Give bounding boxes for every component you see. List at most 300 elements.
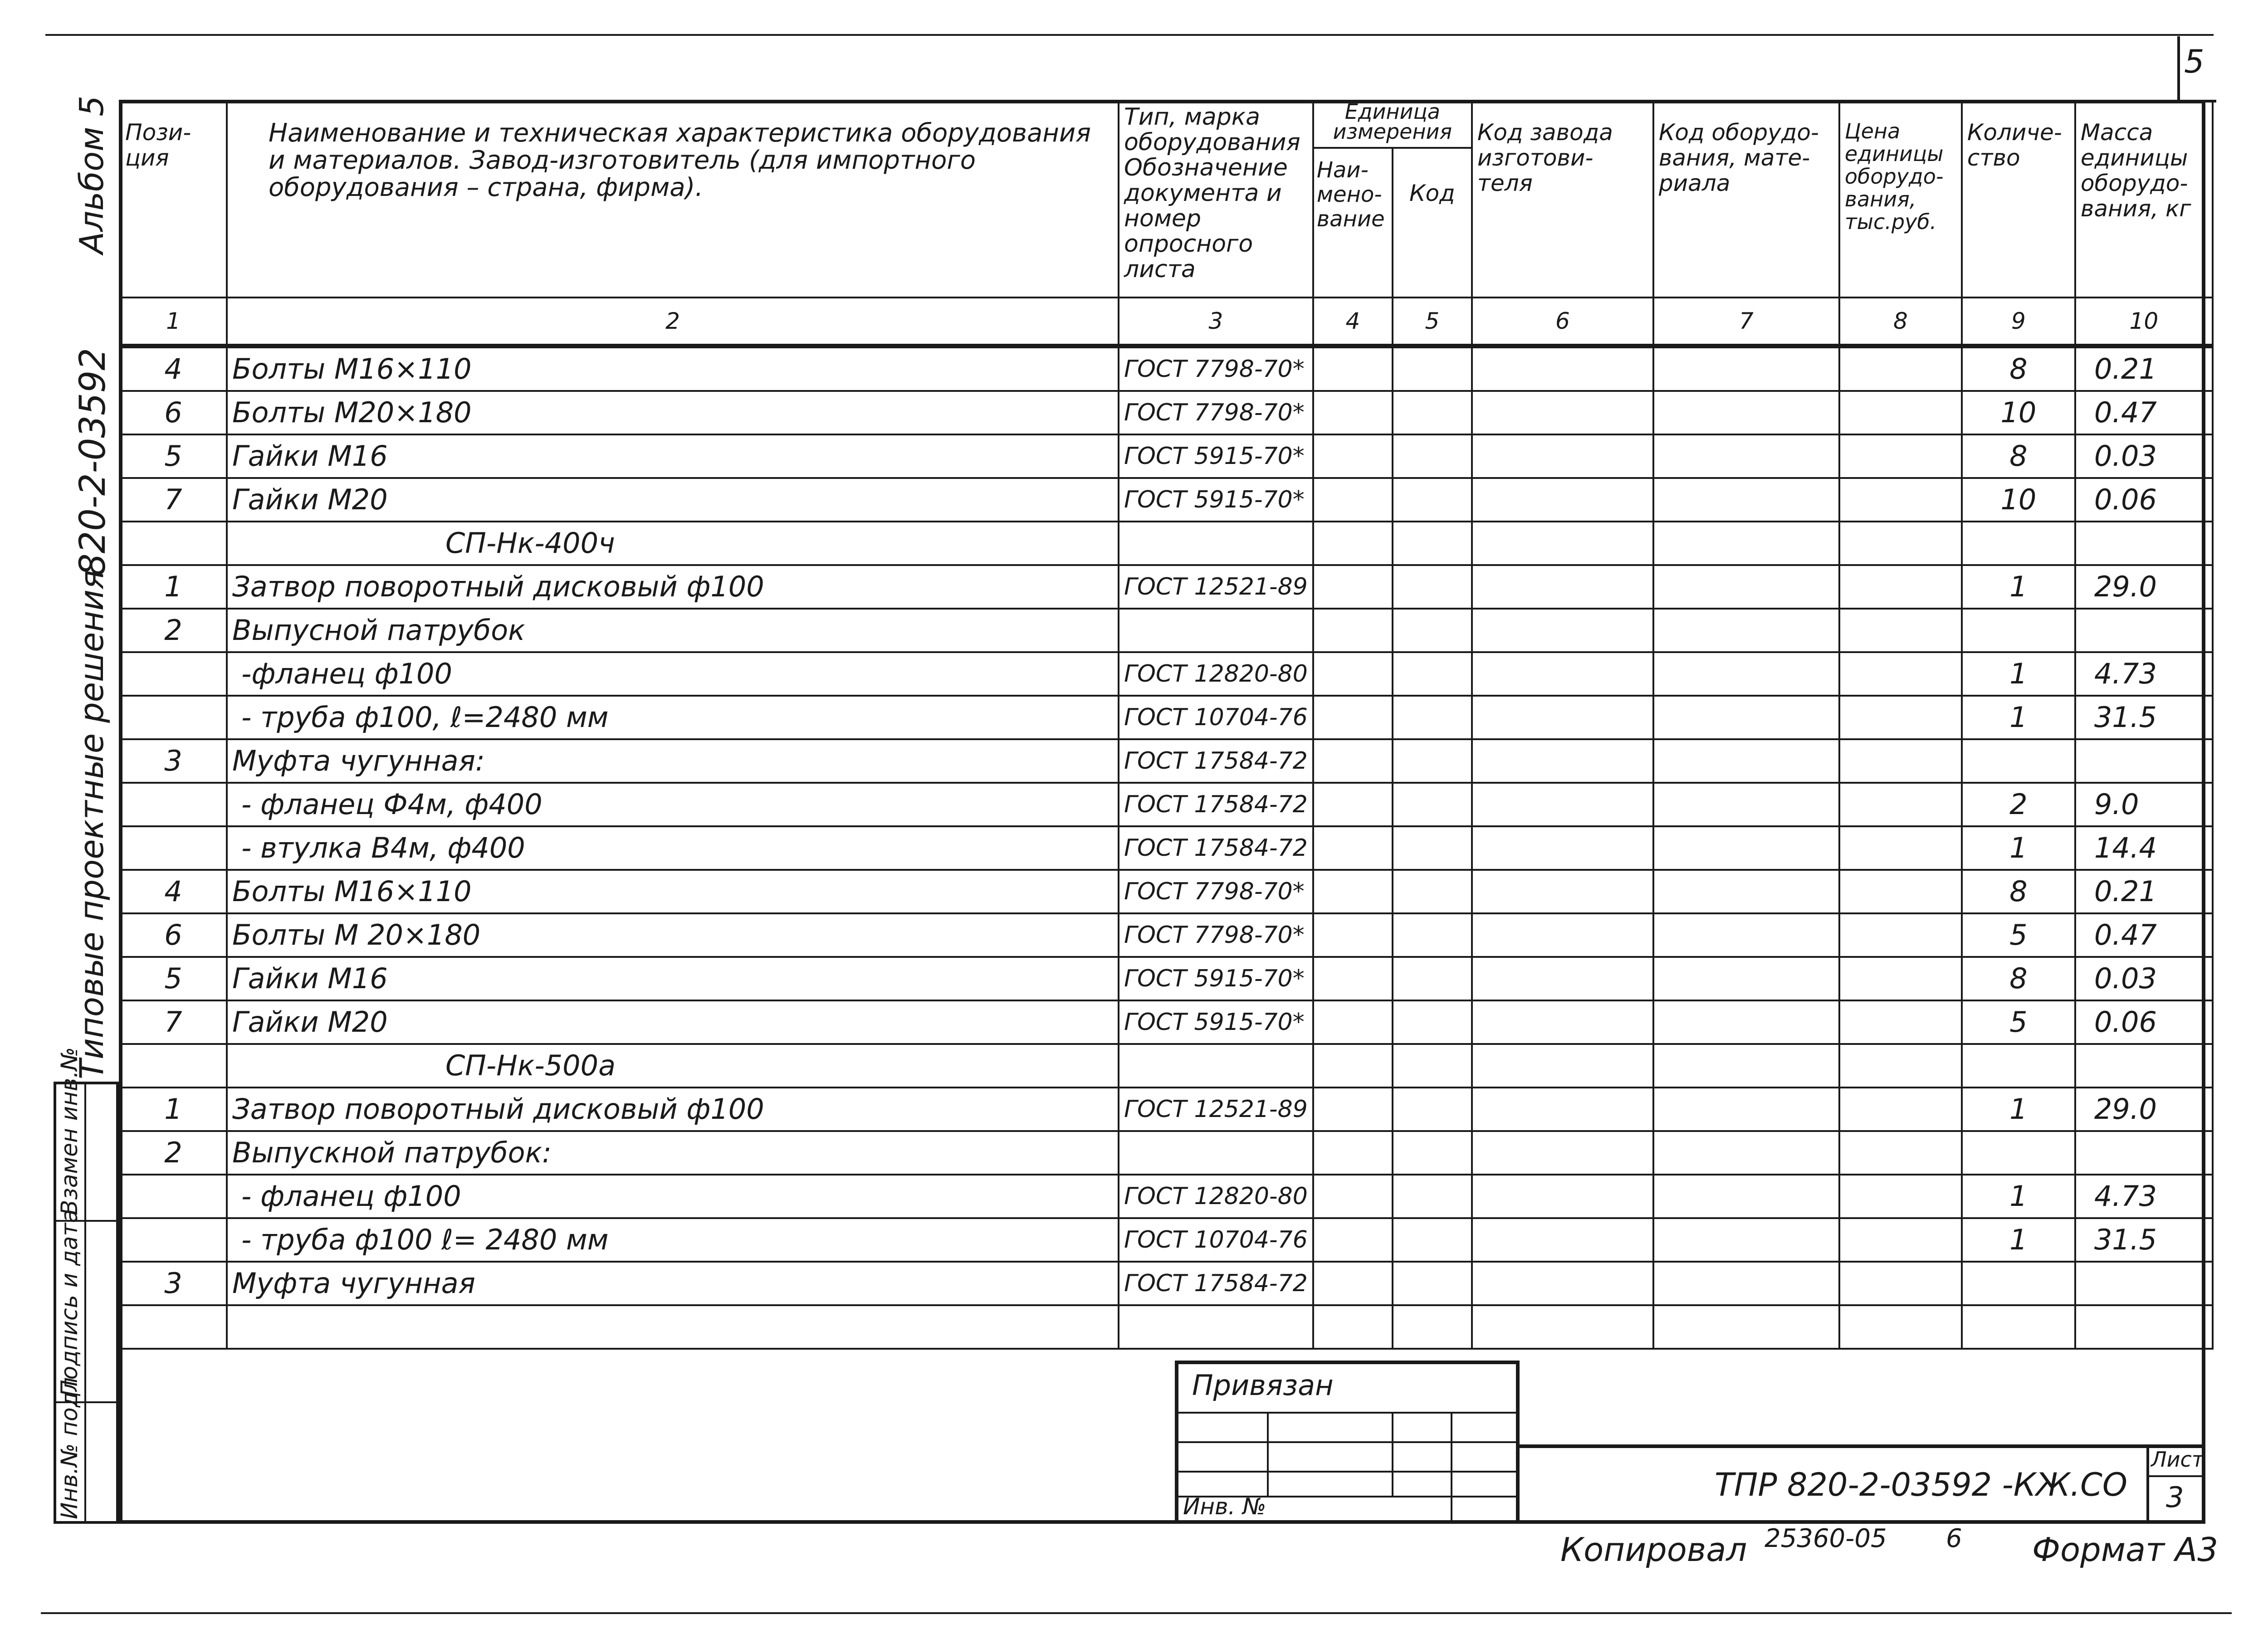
- row-factory-code: [1472, 1044, 1653, 1088]
- row-unit-name: [1313, 1218, 1393, 1262]
- table-row: [120, 957, 2213, 1000]
- row-mass: 0.06: [2075, 478, 2213, 522]
- row-position: 4: [120, 870, 227, 913]
- row-document: [1119, 609, 1313, 652]
- row-mass: 0.06: [2075, 1000, 2213, 1044]
- row-factory-code: [1472, 346, 1653, 391]
- stamp-line-1: [1178, 1412, 1520, 1414]
- row-price: [1839, 957, 1962, 1000]
- row-factory-code: [1472, 826, 1653, 870]
- row-position: [120, 696, 227, 739]
- row-position: 5: [120, 434, 227, 478]
- row-unit-name: [1313, 739, 1393, 783]
- row-factory-code: [1472, 1175, 1653, 1218]
- row-quantity: [1962, 609, 2075, 652]
- row-mass: 0.47: [2075, 913, 2213, 957]
- document-designation: ТПР 820-2-03592 -КЖ.СО: [1715, 1466, 2128, 1503]
- row-unit-code: [1393, 1088, 1472, 1131]
- row-factory-code: [1472, 783, 1653, 826]
- row-document: ГОСТ 17584-72: [1119, 1262, 1313, 1305]
- row-unit-code: [1393, 739, 1472, 783]
- row-position: 2: [120, 609, 227, 652]
- row-price: [1839, 739, 1962, 783]
- row-factory-code: [1472, 1131, 1653, 1175]
- row-mass: 0.21: [2075, 870, 2213, 913]
- row-unit-name: [1313, 696, 1393, 739]
- row-quantity: 1: [1962, 652, 2075, 696]
- table-row: [120, 565, 2213, 609]
- table-row: [120, 478, 2213, 522]
- row-name: Затвор поворотный дисковый ф100: [227, 1088, 1119, 1131]
- row-price: [1839, 434, 1962, 478]
- row-quantity: 1: [1962, 826, 2075, 870]
- row-mass: 0.03: [2075, 434, 2213, 478]
- row-mass: 31.5: [2075, 1218, 2213, 1262]
- row-unit-code: [1393, 434, 1472, 478]
- row-mass: 9.0: [2075, 783, 2213, 826]
- row-quantity: 1: [1962, 1175, 2075, 1218]
- row-quantity: 8: [1962, 870, 2075, 913]
- row-unit-name: [1313, 1000, 1393, 1044]
- row-document: ГОСТ 5915-70*: [1119, 1000, 1313, 1044]
- row-name: Гайки М16: [227, 957, 1119, 1000]
- table-row: [120, 609, 2213, 652]
- row-quantity: 10: [1962, 478, 2075, 522]
- row-position: 7: [120, 1000, 227, 1044]
- row-document: ГОСТ 17584-72: [1119, 739, 1313, 783]
- row-mass: 0.21: [2075, 346, 2213, 391]
- row-unit-name: [1313, 391, 1393, 434]
- row-unit-code: [1393, 1262, 1472, 1305]
- row-document: ГОСТ 7798-70*: [1119, 870, 1313, 913]
- colnum: 1: [120, 298, 227, 346]
- row-position: [120, 652, 227, 696]
- row-price: [1839, 870, 1962, 913]
- row-unit-name: [1313, 478, 1393, 522]
- row-unit-name: [1313, 565, 1393, 609]
- row-document: ГОСТ 5915-70*: [1119, 957, 1313, 1000]
- table-row: [120, 1218, 2213, 1262]
- row-name: Гайки М20: [227, 1000, 1119, 1044]
- row-mass: [2075, 1131, 2213, 1175]
- row-position: 2: [120, 1131, 227, 1175]
- linked-label: Привязан: [1192, 1369, 1334, 1402]
- header-unit-name: Наи-мено-вание: [1313, 148, 1393, 298]
- row-document: ГОСТ 7798-70*: [1119, 346, 1313, 391]
- row-document: ГОСТ 12521-89: [1119, 565, 1313, 609]
- row-name: -фланец ф100: [227, 652, 1119, 696]
- row-quantity: [1962, 1131, 2075, 1175]
- row-unit-code: [1393, 1131, 1472, 1175]
- row-position: 7: [120, 478, 227, 522]
- table-row: [120, 522, 2213, 565]
- row-position: [120, 1305, 227, 1349]
- side-stamp-divider: [84, 1082, 86, 1524]
- row-document: ГОСТ 12521-89: [1119, 1088, 1313, 1131]
- table-row: [120, 652, 2213, 696]
- row-name: - фланец Ф4м, ф400: [227, 783, 1119, 826]
- row-factory-code: [1472, 652, 1653, 696]
- row-factory-code: [1472, 1305, 1653, 1349]
- row-price: [1839, 1218, 1962, 1262]
- row-price: [1839, 346, 1962, 391]
- row-unit-name: [1313, 609, 1393, 652]
- row-document: [1119, 1044, 1313, 1088]
- row-name: Затвор поворотный дисковый ф100: [227, 565, 1119, 609]
- row-mass: 0.47: [2075, 391, 2213, 434]
- row-mass: 29.0: [2075, 1088, 2213, 1131]
- archive-code-suffix: 6: [1946, 1524, 1962, 1553]
- colnum: 6: [1472, 298, 1653, 346]
- row-price: [1839, 391, 1962, 434]
- table-row: [120, 826, 2213, 870]
- table-row: [120, 1088, 2213, 1131]
- row-name: Гайки М16: [227, 434, 1119, 478]
- colnum: 9: [1962, 298, 2075, 346]
- row-factory-code: [1472, 1218, 1653, 1262]
- row-factory-code: [1472, 913, 1653, 957]
- row-name: Болты М20×180: [227, 391, 1119, 434]
- row-unit-code: [1393, 870, 1472, 913]
- colnum: 4: [1313, 298, 1393, 346]
- header-factory-code: Код завода изготови-теля: [1472, 101, 1653, 298]
- row-factory-code: [1472, 434, 1653, 478]
- row-equipment-code: [1653, 652, 1839, 696]
- row-factory-code: [1472, 609, 1653, 652]
- row-unit-code: [1393, 783, 1472, 826]
- row-position: [120, 522, 227, 565]
- row-quantity: 5: [1962, 1000, 2075, 1044]
- row-document: [1119, 1131, 1313, 1175]
- specification-table: [119, 100, 2214, 1350]
- row-equipment-code: [1653, 522, 1839, 565]
- row-mass: 4.73: [2075, 1175, 2213, 1218]
- row-equipment-code: [1653, 826, 1839, 870]
- row-name: - фланец ф100: [227, 1175, 1119, 1218]
- row-quantity: 5: [1962, 913, 2075, 957]
- row-factory-code: [1472, 1088, 1653, 1131]
- table-row: [120, 346, 2213, 391]
- inv-replace-label: Взамен инв.№: [56, 1047, 83, 1215]
- row-unit-code: [1393, 478, 1472, 522]
- row-equipment-code: [1653, 346, 1839, 391]
- row-quantity: 1: [1962, 1218, 2075, 1262]
- row-unit-code: [1393, 565, 1472, 609]
- row-unit-name: [1313, 1305, 1393, 1349]
- row-unit-code: [1393, 391, 1472, 434]
- row-position: [120, 783, 227, 826]
- header-type: Тип, марка оборудования Обозначение документа и номер опросного листа: [1119, 101, 1313, 298]
- row-price: [1839, 1000, 1962, 1044]
- row-equipment-code: [1653, 1088, 1839, 1131]
- row-equipment-code: [1653, 1044, 1839, 1088]
- row-unit-name: [1313, 1044, 1393, 1088]
- row-unit-code: [1393, 1044, 1472, 1088]
- header-position: Пози-ция: [120, 101, 227, 298]
- row-document: ГОСТ 17584-72: [1119, 783, 1313, 826]
- row-unit-name: [1313, 783, 1393, 826]
- row-quantity: 8: [1962, 434, 2075, 478]
- top-rule: [45, 34, 2214, 36]
- row-price: [1839, 565, 1962, 609]
- row-unit-code: [1393, 1175, 1472, 1218]
- row-mass: [2075, 1044, 2213, 1088]
- row-position: 3: [120, 739, 227, 783]
- header-quantity: Количе-ство: [1962, 101, 2075, 298]
- row-unit-name: [1313, 434, 1393, 478]
- row-document: ГОСТ 12820-80: [1119, 652, 1313, 696]
- row-document: ГОСТ 7798-70*: [1119, 913, 1313, 957]
- row-mass: [2075, 1305, 2213, 1349]
- row-price: [1839, 1044, 1962, 1088]
- row-unit-name: [1313, 522, 1393, 565]
- row-position: [120, 1044, 227, 1088]
- row-factory-code: [1472, 565, 1653, 609]
- series-label: 820-2-03592: [73, 348, 113, 576]
- row-document: ГОСТ 10704-76: [1119, 1218, 1313, 1262]
- archive-code: 25360-05: [1765, 1524, 1887, 1553]
- row-quantity: 8: [1962, 957, 2075, 1000]
- row-unit-name: [1313, 913, 1393, 957]
- header-row-1: [120, 101, 2213, 148]
- table-row: [120, 1175, 2213, 1218]
- row-factory-code: [1472, 1000, 1653, 1044]
- row-quantity: 1: [1962, 1088, 2075, 1131]
- row-document: ГОСТ 12820-80: [1119, 1175, 1313, 1218]
- row-mass: [2075, 609, 2213, 652]
- row-name: Муфта чугунная: [227, 1262, 1119, 1305]
- bottom-rule: [41, 1612, 2232, 1614]
- row-document: [1119, 522, 1313, 565]
- row-name: - втулка В4м, ф400: [227, 826, 1119, 870]
- row-name: Выпускной патрубок:: [227, 1131, 1119, 1175]
- row-position: 6: [120, 391, 227, 434]
- row-document: ГОСТ 7798-70*: [1119, 391, 1313, 434]
- row-unit-code: [1393, 1305, 1472, 1349]
- page-number: 5: [2184, 43, 2204, 80]
- row-equipment-code: [1653, 913, 1839, 957]
- row-unit-code: [1393, 913, 1472, 957]
- row-unit-name: [1313, 870, 1393, 913]
- row-unit-name: [1313, 652, 1393, 696]
- sheet-divider: [2146, 1448, 2149, 1524]
- copied-label: Копировал: [1560, 1531, 1747, 1569]
- row-price: [1839, 478, 1962, 522]
- colnum: 5: [1393, 298, 1472, 346]
- row-unit-code: [1393, 696, 1472, 739]
- row-equipment-code: [1653, 434, 1839, 478]
- table-row: [120, 391, 2213, 434]
- row-mass: 4.73: [2075, 652, 2213, 696]
- stamp-line-2: [1178, 1441, 1520, 1443]
- header-units-group: Единица измерения: [1313, 101, 1472, 148]
- row-factory-code: [1472, 391, 1653, 434]
- row-price: [1839, 1131, 1962, 1175]
- row-position: 4: [120, 346, 227, 391]
- row-equipment-code: [1653, 1218, 1839, 1262]
- stamp-line-3: [1178, 1471, 1520, 1473]
- album-label: Альбом 5: [73, 95, 111, 254]
- stamp-vline-2: [1392, 1412, 1393, 1496]
- row-equipment-code: [1653, 1305, 1839, 1349]
- header-price: Цена единицы оборудо-вания, тыс.руб.: [1839, 101, 1962, 298]
- table-row: [120, 1044, 2213, 1088]
- row-document: ГОСТ 5915-70*: [1119, 478, 1313, 522]
- table-row: [120, 1305, 2213, 1349]
- row-name: Муфта чугунная:: [227, 739, 1119, 783]
- row-quantity: 2: [1962, 783, 2075, 826]
- row-factory-code: [1472, 522, 1653, 565]
- row-position: [120, 1175, 227, 1218]
- row-unit-name: [1313, 1175, 1393, 1218]
- row-unit-code: [1393, 1000, 1472, 1044]
- row-quantity: [1962, 1262, 2075, 1305]
- header-unit-code: Код: [1393, 148, 1472, 298]
- colnum: 7: [1653, 298, 1839, 346]
- row-quantity: [1962, 1305, 2075, 1349]
- table-row: [120, 1262, 2213, 1305]
- row-name: Гайки М20: [227, 478, 1119, 522]
- header-equipment-code: Код оборудо-вания, мате-риала: [1653, 101, 1839, 298]
- row-unit-name: [1313, 1262, 1393, 1305]
- header-mass: Масса единицы оборудо-вания, кг: [2075, 101, 2213, 298]
- table-row: [120, 739, 2213, 783]
- row-unit-name: [1313, 346, 1393, 391]
- row-mass: 14.4: [2075, 826, 2213, 870]
- row-document: ГОСТ 10704-76: [1119, 696, 1313, 739]
- row-equipment-code: [1653, 739, 1839, 783]
- table-row: [120, 1131, 2213, 1175]
- table-row: [120, 1000, 2213, 1044]
- row-price: [1839, 522, 1962, 565]
- row-quantity: [1962, 739, 2075, 783]
- row-position: 6: [120, 913, 227, 957]
- row-equipment-code: [1653, 1131, 1839, 1175]
- row-mass: [2075, 1262, 2213, 1305]
- row-unit-name: [1313, 1088, 1393, 1131]
- row-name: СП-Нк-400ч: [227, 522, 1119, 565]
- colnum: 2: [227, 298, 1119, 346]
- sheet-label: Лист: [2151, 1447, 2204, 1472]
- row-price: [1839, 913, 1962, 957]
- row-equipment-code: [1653, 870, 1839, 913]
- sheet-number: 3: [2166, 1481, 2184, 1514]
- inv-orig-label: Инв.№ подл: [56, 1377, 83, 1519]
- row-name: - труба ф100, ℓ=2480 мм: [227, 696, 1119, 739]
- row-price: [1839, 783, 1962, 826]
- row-equipment-code: [1653, 783, 1839, 826]
- sign-date-label: Подпись и дата: [56, 1209, 83, 1397]
- row-unit-code: [1393, 652, 1472, 696]
- row-quantity: [1962, 522, 2075, 565]
- row-document: ГОСТ 5915-70*: [1119, 434, 1313, 478]
- row-unit-name: [1313, 957, 1393, 1000]
- row-equipment-code: [1653, 478, 1839, 522]
- row-unit-code: [1393, 609, 1472, 652]
- row-position: [120, 1218, 227, 1262]
- row-factory-code: [1472, 739, 1653, 783]
- row-quantity: 8: [1962, 346, 2075, 391]
- row-price: [1839, 1262, 1962, 1305]
- row-price: [1839, 696, 1962, 739]
- row-position: [120, 826, 227, 870]
- row-position: 5: [120, 957, 227, 1000]
- row-equipment-code: [1653, 1175, 1839, 1218]
- row-factory-code: [1472, 957, 1653, 1000]
- table-row: [120, 913, 2213, 957]
- row-unit-name: [1313, 826, 1393, 870]
- table-body: [120, 346, 2213, 1349]
- row-factory-code: [1472, 696, 1653, 739]
- title-block: [1520, 1444, 2205, 1524]
- row-name: Болты М16×110: [227, 346, 1119, 391]
- stamp-vline-3: [1451, 1412, 1452, 1523]
- colnum: 3: [1119, 298, 1313, 346]
- row-equipment-code: [1653, 391, 1839, 434]
- header-name: Наименование и техническая характеристика оборудования и материалов. Завод-изготовитель (для импортного оборудования – страна, фирма).: [227, 101, 1119, 298]
- linked-stamp: [1175, 1361, 1520, 1524]
- row-equipment-code: [1653, 1000, 1839, 1044]
- row-unit-name: [1313, 1131, 1393, 1175]
- row-position: 1: [120, 565, 227, 609]
- row-equipment-code: [1653, 609, 1839, 652]
- row-price: [1839, 1175, 1962, 1218]
- row-price: [1839, 1088, 1962, 1131]
- row-name: Выпусной патрубок: [227, 609, 1119, 652]
- table-row: [120, 783, 2213, 826]
- row-name: Болты М 20×180: [227, 913, 1119, 957]
- row-name: - труба ф100 ℓ= 2480 мм: [227, 1218, 1119, 1262]
- project-type-label: Типовые проектные решения: [73, 570, 111, 1079]
- row-mass: 0.03: [2075, 957, 2213, 1000]
- row-mass: 31.5: [2075, 696, 2213, 739]
- table-row: [120, 696, 2213, 739]
- row-name: Болты М16×110: [227, 870, 1119, 913]
- row-quantity: [1962, 1044, 2075, 1088]
- row-price: [1839, 826, 1962, 870]
- row-quantity: 1: [1962, 565, 2075, 609]
- stamp-vline-1: [1267, 1412, 1269, 1496]
- row-position: 3: [120, 1262, 227, 1305]
- row-unit-code: [1393, 346, 1472, 391]
- row-unit-code: [1393, 1218, 1472, 1262]
- row-factory-code: [1472, 478, 1653, 522]
- table-row: [120, 434, 2213, 478]
- row-equipment-code: [1653, 696, 1839, 739]
- colnum: 8: [1839, 298, 1962, 346]
- row-name: [227, 1305, 1119, 1349]
- row-position: 1: [120, 1088, 227, 1131]
- format-label: Формат А3: [2032, 1531, 2219, 1569]
- row-factory-code: [1472, 1262, 1653, 1305]
- colnum: 10: [2075, 298, 2213, 346]
- row-mass: [2075, 739, 2213, 783]
- row-equipment-code: [1653, 1262, 1839, 1305]
- row-name: СП-Нк-500а: [227, 1044, 1119, 1088]
- row-price: [1839, 652, 1962, 696]
- row-equipment-code: [1653, 957, 1839, 1000]
- table-row: [120, 870, 2213, 913]
- row-unit-code: [1393, 826, 1472, 870]
- row-mass: 29.0: [2075, 565, 2213, 609]
- row-factory-code: [1472, 870, 1653, 913]
- row-quantity: 1: [1962, 696, 2075, 739]
- inv-no-label: Инв. №: [1183, 1493, 1266, 1520]
- row-price: [1839, 1305, 1962, 1349]
- row-document: [1119, 1305, 1313, 1349]
- column-numbers-row: [120, 298, 2213, 346]
- sheet-label-line: [2146, 1475, 2205, 1477]
